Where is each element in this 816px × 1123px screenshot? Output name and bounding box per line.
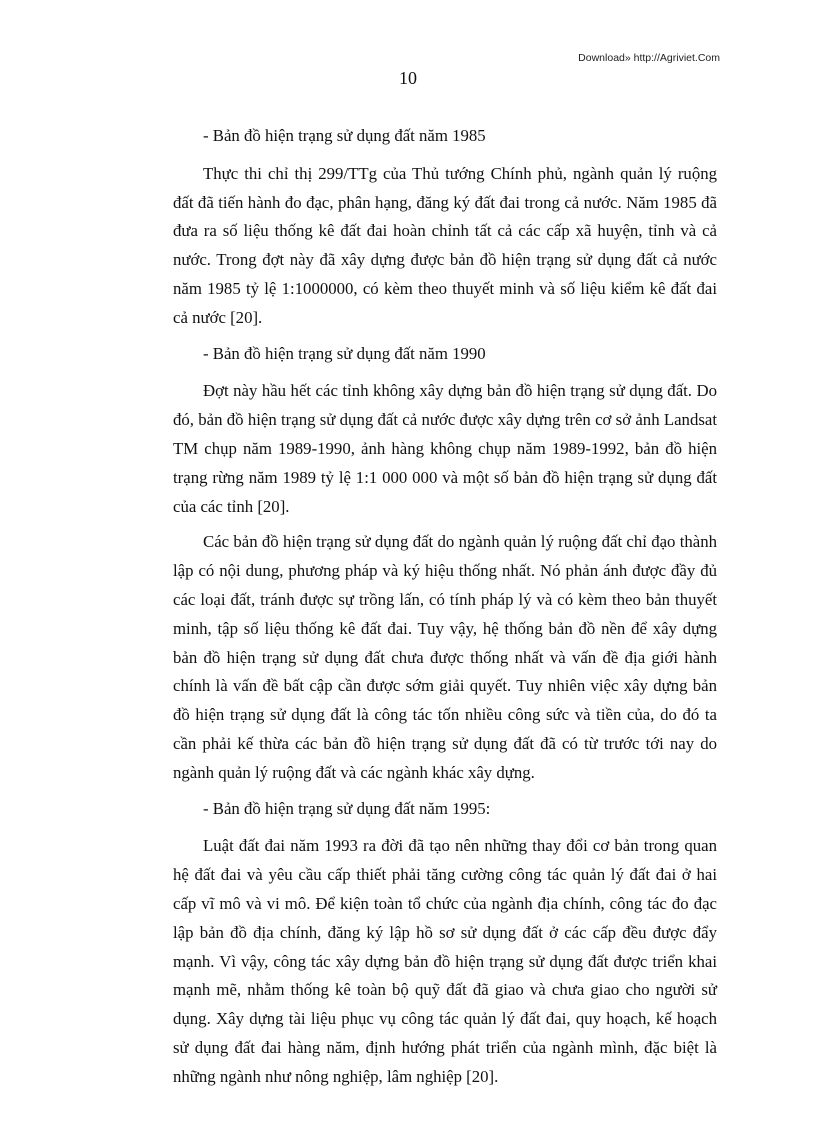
paragraph-1985: Thực thi chỉ thị 299/TTg của Thủ tướng Chính phủ, ngành quản lý ruộng đất đã tiến hành đo đạc, phân hạng, đăng ký đất đai trong cả nước. Năm 1985 đã đưa ra số liệu thống kê đất đai hoàn chỉnh tất cả các cấp xã huyện, tỉnh và cả nước. Trong đợt này đã xây dựng được bản đồ hiện trạng sử dụng đất cả nước năm 1985 tỷ lệ 1:1000000, có kèm theo thuyết minh và số liệu kiểm kê đất đai cả nước [20]. [173,163,717,327]
section-heading-1995: - Bản đồ hiện trạng sử dụng đất năm 1995: [203,798,491,818]
document-body [173,122,717,1099]
page-number: 10 [399,68,417,88]
download-source-link[interactable]: Download» http://Agriviet.Com [578,52,720,64]
section-heading-1985: - Bản đồ hiện trạng sử dụng đất năm 1985 [203,126,486,145]
paragraph-1995: Luật đất đai năm 1993 ra đời đã tạo nên những thay đổi cơ bản trong quan hệ đất đai và yêu cầu cấp thiết phải tăng cường công tác quản lý đất đai ở hai cấp vĩ mô và vi mô. Để kiện toàn tổ chức của ngành địa chính, công tác đo đạc lập bản đồ địa chính, đăng ký lập hồ sơ sử dụng đất ở các cấp đều được đẩy mạnh. Vì vậy, công tác xây dựng bản đồ hiện trạng sử dụng đất được triển khai mạnh mẽ, nhằm thống kê toàn bộ quỹ đất đã giao và chưa giao cho người sử dụng. Xây dựng tài liệu phục vụ công tác quản lý đất đai, quy hoạch, kế hoạch sử dụng đất đai hàng năm, định hướng phát triển của ngành mình, đặc biệt là những ngành như nông nghiệp, lâm nghiệp [20]. [173,836,717,1086]
section-heading-1990: - Bản đồ hiện trạng sử dụng đất năm 1990 [203,343,486,363]
paragraph-1990: Đợt này hầu hết các tỉnh không xây dựng bản đồ hiện trạng sử dụng đất. Do đó, bản đồ hiện trạng sử dụng đất cả nước được xây dựng trên cơ sở ảnh Landsat TM chụp năm 1989-1990, ảnh hàng không chụp năm 1989-1992, bản đồ hiện trạng rừng năm 1989 tỷ lệ 1:1 000 000 và một số bản đồ hiện trạng sử dụng đất của các tỉnh [20]. [173,381,717,516]
paragraph-general: Các bản đồ hiện trạng sử dụng đất do ngành quản lý ruộng đất chỉ đạo thành lập có nội dung, phương pháp và ký hiệu thống nhất. Nó phản ánh được đầy đủ các loại đất, tránh được sự trồng lấn, có tính pháp lý và có kèm theo bản thuyết minh, tập số liệu thống kê đất đai. Tuy vậy, hệ thống bản đồ nền để xây dựng bản đồ hiện trạng sử dụng đất chưa được thống nhất và vấn đề địa giới hành chính là vấn đề bất cập cần được sớm giải quyết. Tuy nhiên việc xây dựng bản đồ hiện trạng sử dụng đất là công tác tốn nhiều công sức và tiền của, do đó ta cần phải kế thừa các bản đồ hiện trạng sử dụng đất đã có từ trước tới nay do ngành quản lý ruộng đất và các ngành khác xây dựng. [173,532,717,782]
